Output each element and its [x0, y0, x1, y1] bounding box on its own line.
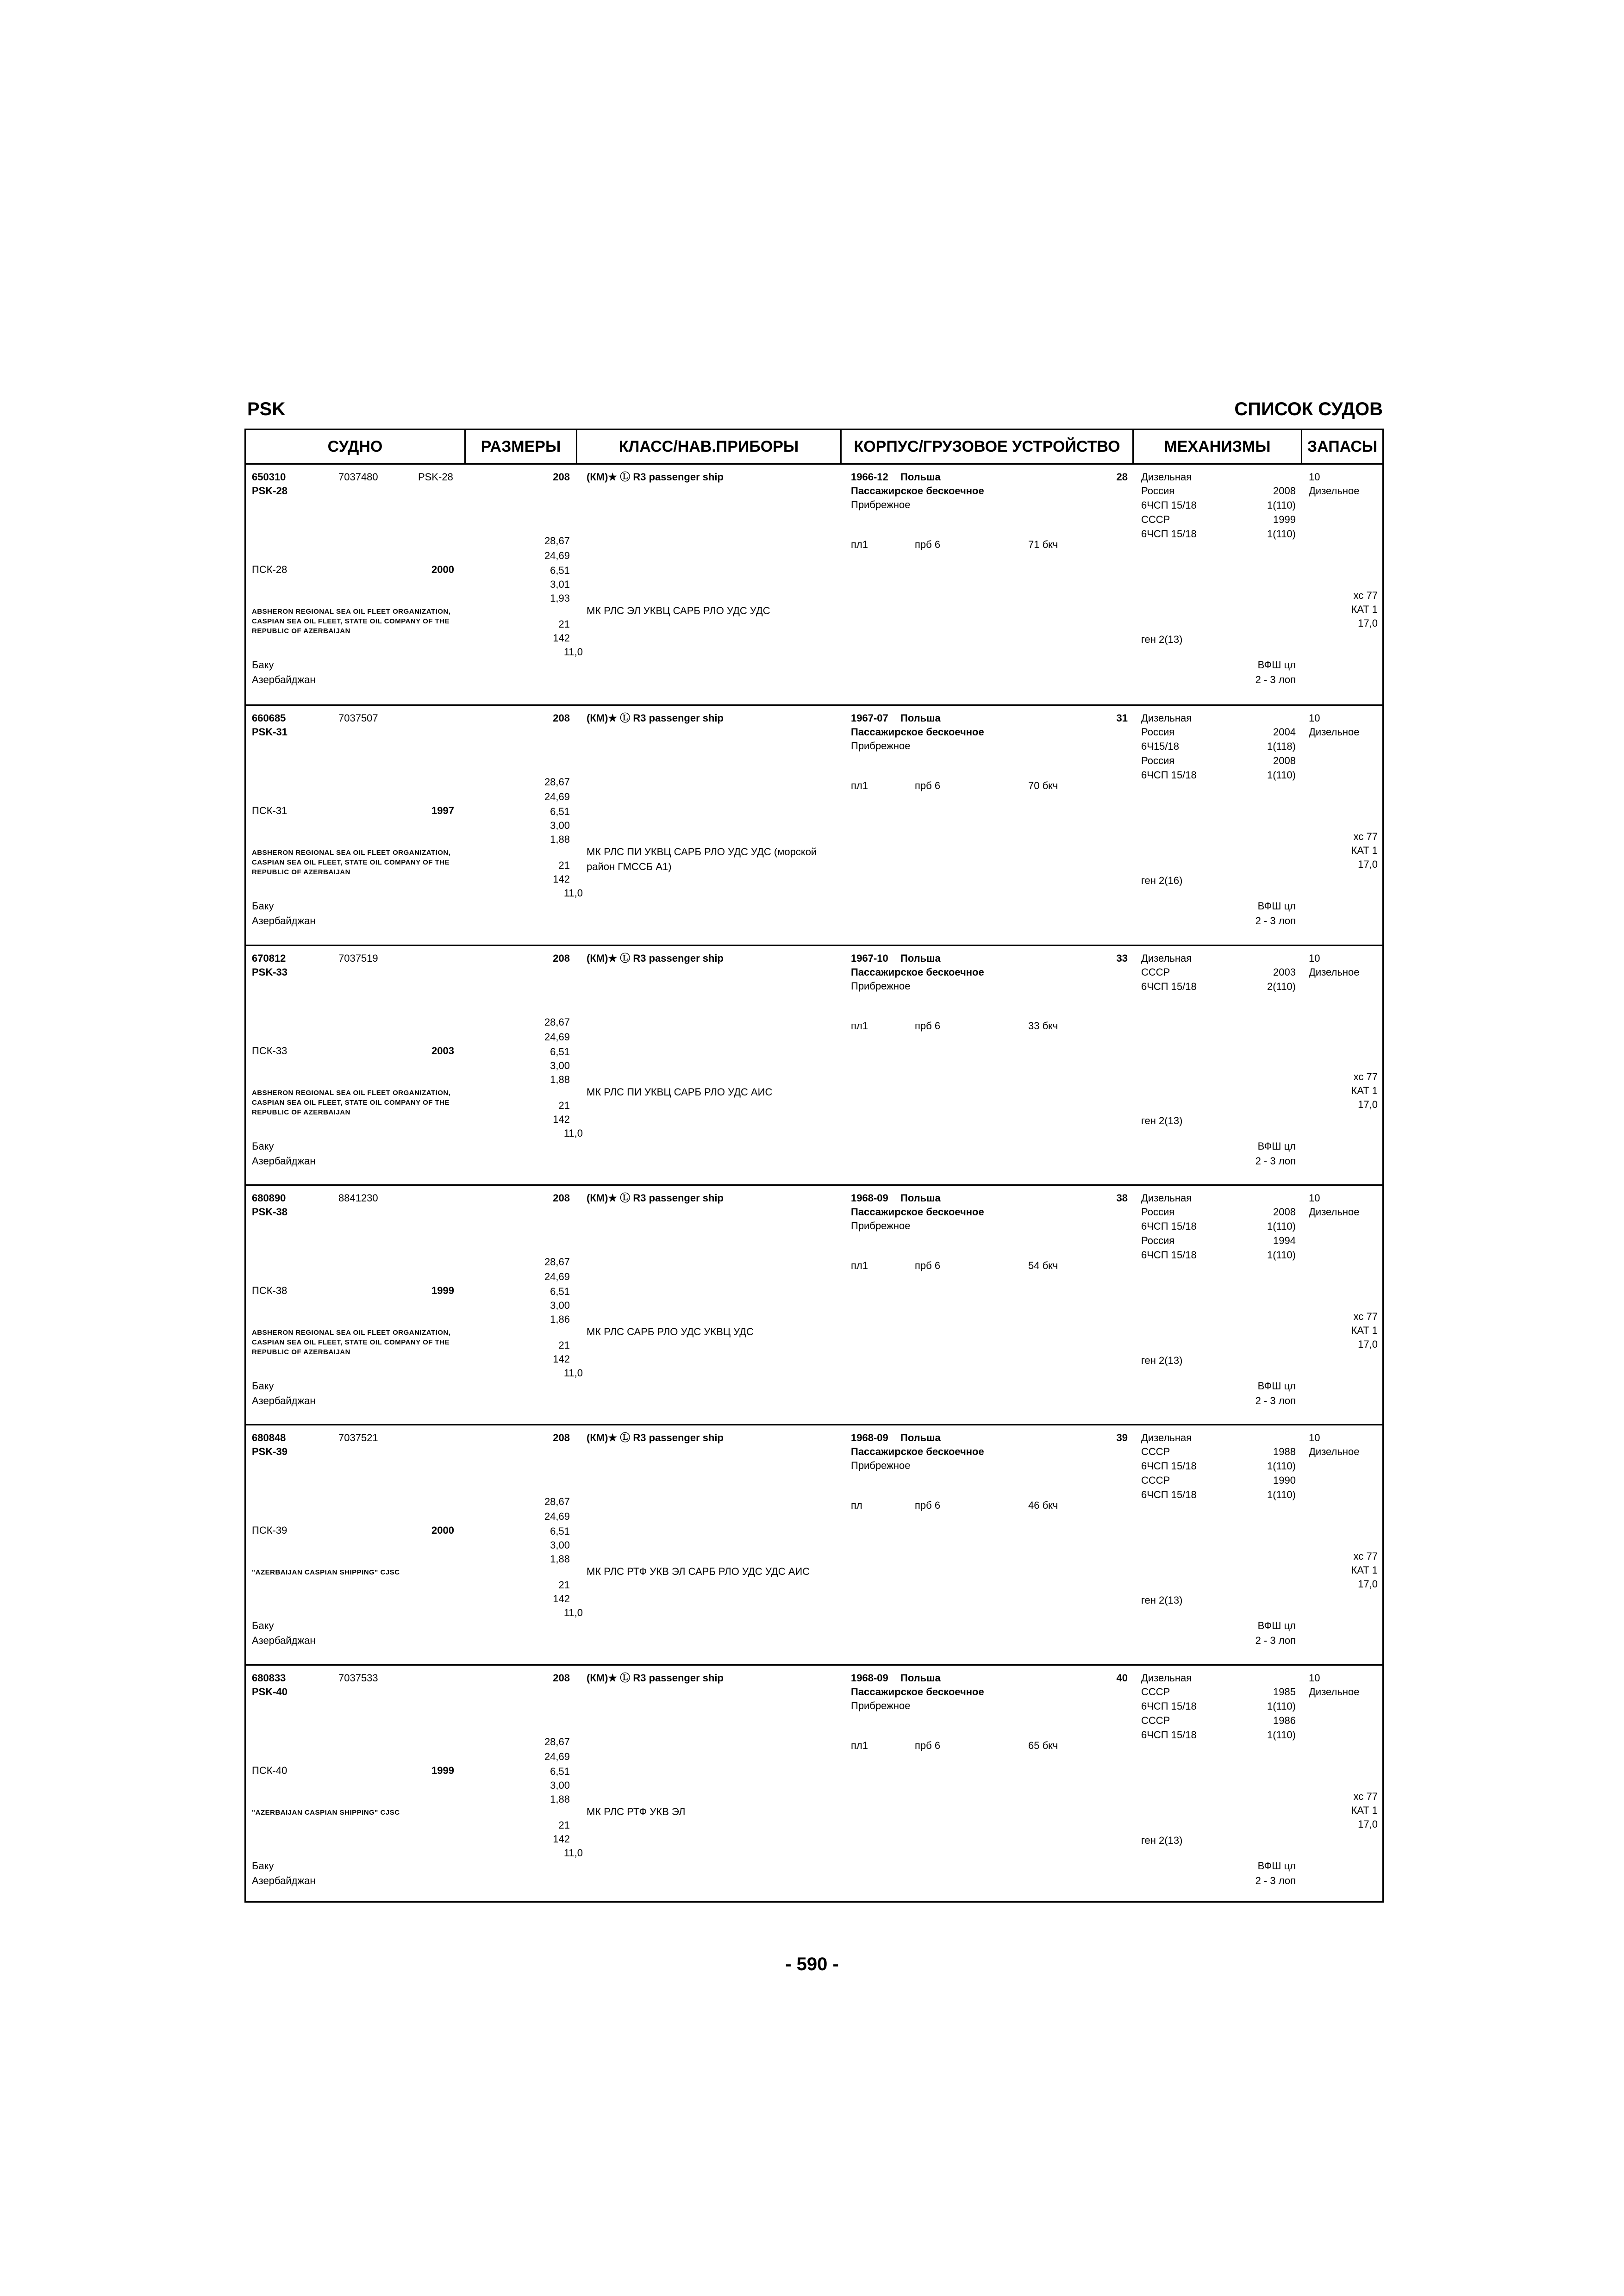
dimension-value: 208	[553, 1432, 570, 1444]
class-notation: (КМ)★ Ⓛ R3 passenger ship	[587, 1432, 724, 1444]
ship-register-table	[244, 429, 1384, 1903]
home-port: Баку	[252, 1620, 274, 1632]
nav-equipment: МК РЛС САРБ РЛО УДС УКВЦ УДС	[587, 1325, 754, 1338]
stores-value: хс 77	[1353, 1550, 1378, 1562]
engine-line-value: 1(110)	[1267, 769, 1296, 781]
ship-name-cyrillic: ПСК-39	[252, 1524, 287, 1537]
class-notation: (КМ)★ Ⓛ R3 passenger ship	[587, 1672, 724, 1684]
engine-line-value: 2004	[1273, 726, 1296, 738]
engine-line-value: 1986	[1273, 1714, 1296, 1726]
nav-equipment: МК РЛС РТФ УКВ ЭЛ	[587, 1805, 686, 1817]
hull-build-date: 1966-12	[851, 471, 888, 483]
column-header-machinery: МЕХАНИЗМЫ	[1164, 437, 1271, 455]
flag-country: Азербайджан	[252, 674, 316, 685]
ship-name-cyrillic: ПСК-28	[252, 564, 287, 575]
hull-build-country: Польша	[900, 712, 941, 724]
dimension-value: 6,51	[550, 1765, 570, 1777]
built-year: 1999	[431, 1764, 454, 1776]
dimension-value: 21	[558, 1339, 570, 1351]
engine-line-label: Россия	[1141, 755, 1175, 767]
ship-record	[246, 704, 1382, 944]
dimension-value: 21	[558, 618, 570, 630]
page-number: - 590 -	[785, 1954, 839, 1974]
fuel-type: Дизельное	[1309, 966, 1360, 978]
dimension-value: 208	[553, 1192, 570, 1204]
fuel-quantity: 10	[1309, 1192, 1320, 1204]
stores-value: 17,0	[1358, 859, 1378, 871]
engine-line-label: СССР	[1141, 1714, 1170, 1726]
stores-value: КАТ 1	[1351, 1564, 1378, 1576]
engine-line-value: 1985	[1273, 1686, 1296, 1698]
engine-line-value: 1988	[1273, 1446, 1296, 1458]
engine-line-value: 1(110)	[1267, 1700, 1296, 1712]
engine-line-value: 2(110)	[1267, 980, 1296, 992]
fuel-type: Дизельное	[1309, 485, 1360, 497]
engine-line-label: 6ЧСП 15/18	[1141, 1700, 1197, 1712]
fuel-type: Дизельное	[1309, 726, 1360, 738]
class-notation: (КМ)★ Ⓛ R3 passenger ship	[587, 1192, 724, 1204]
generators: ген 2(16)	[1141, 875, 1183, 887]
ship-record	[246, 1424, 1382, 1664]
engine-line-value: 2008	[1273, 755, 1296, 767]
dimension-value: 142	[553, 632, 570, 644]
home-port: Баку	[252, 1140, 274, 1152]
dimension-value: 1,86	[550, 1313, 570, 1325]
engine-line-label: 6ЧСП 15/18	[1141, 499, 1197, 511]
registry-number: 680890	[252, 1192, 286, 1204]
fuel-quantity: 10	[1309, 712, 1320, 724]
power-rating: 70 бкч	[1028, 780, 1058, 792]
imo-number: 7037480	[338, 471, 378, 483]
propeller-blades: 2 - 3 лоп	[1255, 915, 1296, 927]
engine-line-label: Россия	[1141, 485, 1175, 497]
imo-number: 7037521	[338, 1432, 378, 1444]
lifeboats: прб 6	[915, 1739, 941, 1751]
hull-build-date: 1968-09	[851, 1432, 888, 1444]
dimension-value: 24,69	[544, 1270, 570, 1282]
fuel-quantity: 10	[1309, 952, 1320, 964]
hull-build-country: Польша	[900, 952, 941, 964]
power-rating: 65 бкч	[1028, 1739, 1058, 1751]
stores-value: КАТ 1	[1351, 1324, 1378, 1336]
dimension-value: 142	[553, 1353, 570, 1365]
dimension-value: 1,88	[550, 1553, 570, 1565]
dimension-value: 24,69	[544, 1511, 570, 1523]
nav-equipment: МК РЛС РТФ УКВ ЭЛ САРБ РЛО УДС УДС АИС	[587, 1566, 810, 1578]
ship-name: PSK-38	[252, 1206, 288, 1218]
propeller: ВФШ цл	[1257, 1620, 1296, 1632]
stores-value: 17,0	[1358, 1818, 1378, 1830]
engine-line-value: 1(110)	[1267, 1729, 1296, 1741]
hull-type: Пассажирское бескоечное	[851, 485, 984, 497]
dimension-value: 6,51	[550, 565, 570, 576]
flag-country: Азербайджан	[252, 1635, 316, 1647]
column-header-ship: СУДНО	[327, 437, 383, 455]
generators: ген 2(13)	[1141, 1114, 1183, 1126]
dimension-value: 24,69	[544, 791, 570, 803]
decks: пл	[851, 1500, 862, 1512]
nav-equipment: МК РЛС ПИ УКВЦ САРБ РЛО УДС АИС	[587, 1086, 773, 1098]
owner-name: "AZERBAIJAN CASPIAN SHIPPING" CJSC	[252, 1568, 400, 1577]
navigation-area: Прибрежное	[851, 1699, 911, 1711]
propeller: ВФШ цл	[1257, 900, 1296, 912]
dimension-value: 28,67	[544, 535, 570, 547]
engine-line-label: СССР	[1141, 1686, 1170, 1698]
ship-name-cyrillic: ПСК-33	[252, 1045, 287, 1057]
ship-name: PSK-39	[252, 1446, 288, 1458]
dimension-value: 28,67	[544, 1016, 570, 1028]
hull-build-date: 1968-09	[851, 1192, 888, 1204]
dimension-value: 208	[553, 471, 570, 483]
generators: ген 2(13)	[1141, 1354, 1183, 1366]
generators: ген 2(13)	[1141, 634, 1183, 645]
home-port: Баку	[252, 659, 274, 671]
stores-value: 17,0	[1358, 1578, 1378, 1590]
dimension-value: 28,67	[544, 1736, 570, 1748]
dimension-value: 208	[553, 712, 570, 724]
flag-country: Азербайджан	[252, 915, 316, 927]
ship-name: PSK-40	[252, 1686, 288, 1698]
decks: пл1	[851, 1739, 868, 1751]
engine-line-label: СССР	[1141, 1475, 1170, 1487]
propeller-blades: 2 - 3 лоп	[1255, 1155, 1296, 1167]
dimension-value: 24,69	[544, 1031, 570, 1043]
propeller-blades: 2 - 3 лоп	[1255, 1874, 1296, 1886]
power-rating: 33 бкч	[1028, 1020, 1058, 1032]
dimension-value: 11,0	[563, 1127, 583, 1139]
registry-number: 660685	[252, 712, 286, 724]
owner-name: ABSHERON REGIONAL SEA OIL FLEET ORGANIZATION, CASPIAN SEA OIL FLEET, STATE OIL COMPANY OF THE REPUBLIC OF AZERBAIJAN	[252, 1089, 451, 1116]
dimension-value: 1,88	[550, 834, 570, 846]
registry-number: 670812	[252, 952, 286, 964]
decks: пл1	[851, 1020, 868, 1032]
engine-line-label: Россия	[1141, 726, 1175, 738]
dimension-value: 3,01	[550, 579, 570, 590]
class-notation: (КМ)★ Ⓛ R3 passenger ship	[587, 712, 724, 724]
flag-country: Азербайджан	[252, 1394, 316, 1406]
class-notation: (КМ)★ Ⓛ R3 passenger ship	[587, 952, 724, 964]
owner-name: ABSHERON REGIONAL SEA OIL FLEET ORGANIZATION, CASPIAN SEA OIL FLEET, STATE OIL COMPANY OF THE REPUBLIC OF AZERBAIJAN	[252, 608, 451, 635]
stores-value: КАТ 1	[1351, 845, 1378, 857]
engine-type: Дизельная	[1141, 1192, 1192, 1204]
nav-equipment: МК РЛС ПИ УКВЦ САРБ РЛО УДС УДС (морской район ГМССБ А1)	[587, 846, 817, 873]
built-year: 1999	[431, 1284, 454, 1296]
dimension-value: 21	[558, 859, 570, 871]
stores-value: КАТ 1	[1351, 604, 1378, 615]
column-header-stores: ЗАПАСЫ	[1307, 437, 1378, 455]
registry-number: 650310	[252, 471, 286, 483]
engine-line-value: 1999	[1273, 514, 1296, 525]
ship-record	[246, 465, 1382, 704]
ship-record	[246, 945, 1382, 1184]
engine-line-value: 1(110)	[1267, 1220, 1296, 1232]
dimension-value: 142	[553, 1113, 570, 1125]
lifeboats: прб 6	[915, 1020, 941, 1032]
dimension-value: 1,88	[550, 1073, 570, 1085]
stores-value: хс 77	[1353, 1790, 1378, 1802]
home-port: Баку	[252, 900, 274, 912]
hull-type: Пассажирское бескоечное	[851, 1446, 984, 1458]
ship-record	[246, 1664, 1382, 1904]
dimension-value: 3,00	[550, 1539, 570, 1551]
dimension-value: 6,51	[550, 1525, 570, 1537]
hull-number: 40	[1116, 1672, 1128, 1684]
hull-build-country: Польша	[900, 1432, 941, 1444]
dimension-value: 11,0	[563, 887, 583, 899]
dimension-value: 24,69	[544, 1750, 570, 1762]
power-rating: 46 бкч	[1028, 1500, 1058, 1512]
engine-line-value: 2008	[1273, 485, 1296, 497]
column-header-dimensions: РАЗМЕРЫ	[481, 437, 561, 455]
fuel-type: Дизельное	[1309, 1206, 1360, 1218]
imo-number: 7037507	[338, 712, 378, 724]
engine-type: Дизельная	[1141, 1432, 1192, 1444]
engine-line-value: 1994	[1273, 1234, 1296, 1246]
navigation-area: Прибрежное	[851, 740, 911, 752]
engine-line-label: 6ЧСП 15/18	[1141, 980, 1197, 992]
decks: пл1	[851, 539, 868, 550]
hull-build-date: 1968-09	[851, 1672, 888, 1684]
flag-country: Азербайджан	[252, 1155, 316, 1167]
home-port: Баку	[252, 1860, 274, 1872]
hull-build-country: Польша	[900, 471, 941, 483]
lifeboats: прб 6	[915, 539, 941, 550]
stores-value: хс 77	[1353, 590, 1378, 601]
engine-type: Дизельная	[1141, 471, 1192, 483]
built-year: 2003	[431, 1045, 454, 1057]
power-rating: 54 бкч	[1028, 1259, 1058, 1271]
dimension-value: 21	[558, 1579, 570, 1591]
propeller-blades: 2 - 3 лоп	[1255, 1394, 1296, 1406]
navigation-area: Прибрежное	[851, 499, 911, 510]
generators: ген 2(13)	[1141, 1834, 1183, 1846]
dimension-value: 3,00	[550, 820, 570, 832]
registry-number: 680833	[252, 1672, 286, 1684]
engine-line-value: 1990	[1273, 1475, 1296, 1487]
section-code: PSK	[247, 399, 286, 419]
dimension-value: 208	[553, 952, 570, 964]
propeller-blades: 2 - 3 лоп	[1255, 1635, 1296, 1647]
dimension-value: 21	[558, 1819, 570, 1831]
engine-line-label: 6ЧСП 15/18	[1141, 1460, 1197, 1472]
engine-line-label: 6ЧСП 15/18	[1141, 1249, 1197, 1261]
engine-line-value: 2008	[1273, 1206, 1296, 1218]
hull-number: 39	[1116, 1432, 1128, 1444]
hull-type: Пассажирское бескоечное	[851, 966, 984, 978]
dimension-value: 21	[558, 1099, 570, 1111]
generators: ген 2(13)	[1141, 1594, 1183, 1606]
dimension-value: 28,67	[544, 1496, 570, 1508]
nav-equipment: МК РЛС ЭЛ УКВЦ САРБ РЛО УДС УДС	[587, 605, 770, 616]
ship-name-cyrillic: ПСК-40	[252, 1764, 287, 1776]
engine-line-value: 1(110)	[1267, 1249, 1296, 1261]
flag-country: Азербайджан	[252, 1874, 316, 1886]
lifeboats: прб 6	[915, 1500, 941, 1512]
hull-number: 38	[1116, 1192, 1128, 1204]
engine-line-value: 2003	[1273, 966, 1296, 978]
engine-line-label: Россия	[1141, 1234, 1175, 1246]
engine-type: Дизельная	[1141, 1672, 1192, 1684]
hull-build-date: 1967-07	[851, 712, 888, 724]
dimension-value: 11,0	[563, 1847, 583, 1859]
decks: пл1	[851, 780, 868, 792]
ship-record	[246, 1184, 1382, 1424]
engine-line-value: 1(110)	[1267, 1460, 1296, 1472]
stores-value: хс 77	[1353, 1070, 1378, 1083]
registry-number: 680848	[252, 1432, 286, 1444]
engine-line-value: 1(110)	[1267, 528, 1296, 540]
dimension-value: 28,67	[544, 776, 570, 788]
navigation-area: Прибрежное	[851, 1460, 911, 1472]
propeller-blades: 2 - 3 лоп	[1255, 674, 1296, 685]
ship-name: PSK-33	[252, 966, 288, 978]
lifeboats: прб 6	[915, 780, 941, 792]
engine-line-label: СССР	[1141, 514, 1170, 525]
engine-line-label: 6ЧСП 15/18	[1141, 1220, 1197, 1232]
hull-number: 28	[1116, 471, 1128, 483]
fuel-quantity: 10	[1309, 1432, 1320, 1444]
engine-line-label: СССР	[1141, 1446, 1170, 1458]
navigation-area: Прибрежное	[851, 980, 911, 992]
hull-number: 33	[1116, 952, 1128, 964]
home-port: Баку	[252, 1380, 274, 1392]
hull-type: Пассажирское бескоечное	[851, 1206, 984, 1218]
dimension-value: 3,00	[550, 1059, 570, 1071]
stores-value: 17,0	[1358, 1098, 1378, 1110]
document-title: СПИСОК СУДОВ	[1234, 399, 1383, 419]
stores-value: хс 77	[1353, 831, 1378, 843]
ship-name-cyrillic: ПСК-31	[252, 805, 287, 817]
fuel-quantity: 10	[1309, 471, 1320, 483]
built-year: 2000	[431, 564, 454, 575]
dimension-value: 11,0	[563, 646, 583, 658]
engine-line-label: 6ЧСП 15/18	[1141, 769, 1197, 781]
engine-line-label: 6ЧСП 15/18	[1141, 528, 1197, 540]
dimension-value: 24,69	[544, 550, 570, 561]
stores-value: хс 77	[1353, 1310, 1378, 1322]
propeller: ВФШ цл	[1257, 659, 1296, 671]
propeller: ВФШ цл	[1257, 1860, 1296, 1872]
fuel-quantity: 10	[1309, 1672, 1320, 1684]
stores-value: 17,0	[1358, 1338, 1378, 1350]
imo-number: 7037519	[338, 952, 378, 964]
class-notation: (КМ)★ Ⓛ R3 passenger ship	[587, 471, 724, 483]
dimension-value: 6,51	[550, 806, 570, 818]
stores-value: 17,0	[1358, 617, 1378, 629]
page-header	[244, 399, 1384, 422]
imo-number: 7037533	[338, 1672, 378, 1684]
imo-number: 8841230	[338, 1192, 378, 1204]
dimension-value: 1,88	[550, 1793, 570, 1805]
column-header-hull: КОРПУС/ГРУЗОВОЕ УСТРОЙСТВО	[854, 437, 1120, 455]
dimension-value: 1,93	[550, 592, 570, 604]
engine-type: Дизельная	[1141, 952, 1192, 964]
propeller: ВФШ цл	[1257, 1380, 1296, 1392]
hull-build-country: Польша	[900, 1672, 941, 1684]
power-rating: 71 бкч	[1028, 539, 1058, 550]
engine-line-label: Россия	[1141, 1206, 1175, 1218]
dimension-value: 142	[553, 1593, 570, 1605]
dimension-value: 11,0	[563, 1607, 583, 1619]
dimension-value: 3,00	[550, 1779, 570, 1791]
call-sign: PSK-28	[418, 471, 453, 483]
hull-type: Пассажирское бескоечное	[851, 726, 984, 738]
lifeboats: прб 6	[915, 1259, 941, 1271]
dimension-value: 142	[553, 1833, 570, 1845]
hull-type: Пассажирское бескоечное	[851, 1686, 984, 1698]
engine-line-value: 1(118)	[1267, 740, 1296, 753]
propeller: ВФШ цл	[1257, 1140, 1296, 1152]
built-year: 2000	[431, 1524, 454, 1537]
decks: пл1	[851, 1259, 868, 1271]
engine-line-value: 1(110)	[1267, 1489, 1296, 1501]
hull-build-date: 1967-10	[851, 952, 888, 964]
column-header-class: КЛАСС/НАВ.ПРИБОРЫ	[618, 437, 799, 455]
engine-line-label: 6Ч15/18	[1141, 740, 1179, 753]
hull-number: 31	[1116, 712, 1128, 724]
fuel-type: Дизельное	[1309, 1686, 1360, 1698]
owner-name: "AZERBAIJAN CASPIAN SHIPPING" CJSC	[252, 1808, 400, 1817]
owner-name: ABSHERON REGIONAL SEA OIL FLEET ORGANIZATION, CASPIAN SEA OIL FLEET, STATE OIL COMPANY OF THE REPUBLIC OF AZERBAIJAN	[252, 1328, 451, 1356]
engine-line-label: 6ЧСП 15/18	[1141, 1729, 1197, 1741]
dimension-value: 208	[553, 1672, 570, 1684]
engine-type: Дизельная	[1141, 712, 1192, 724]
dimension-value: 6,51	[550, 1045, 570, 1058]
ship-name: PSK-28	[252, 485, 288, 497]
hull-build-country: Польша	[900, 1192, 941, 1204]
dimension-value: 142	[553, 873, 570, 885]
navigation-area: Прибрежное	[851, 1220, 911, 1232]
ship-name-cyrillic: ПСК-38	[252, 1284, 287, 1296]
engine-line-label: СССР	[1141, 966, 1170, 978]
engine-line-label: 6ЧСП 15/18	[1141, 1489, 1197, 1501]
stores-value: КАТ 1	[1351, 1804, 1378, 1816]
dimension-value: 28,67	[544, 1256, 570, 1268]
built-year: 1997	[431, 805, 454, 817]
owner-name: ABSHERON REGIONAL SEA OIL FLEET ORGANIZATION, CASPIAN SEA OIL FLEET, STATE OIL COMPANY OF THE REPUBLIC OF AZERBAIJAN	[252, 849, 451, 877]
ship-name: PSK-31	[252, 726, 288, 738]
fuel-type: Дизельное	[1309, 1446, 1360, 1458]
stores-value: КАТ 1	[1351, 1084, 1378, 1096]
engine-line-value: 1(110)	[1267, 499, 1296, 511]
dimension-value: 11,0	[563, 1367, 583, 1379]
dimension-value: 6,51	[550, 1285, 570, 1297]
dimension-value: 3,00	[550, 1299, 570, 1311]
